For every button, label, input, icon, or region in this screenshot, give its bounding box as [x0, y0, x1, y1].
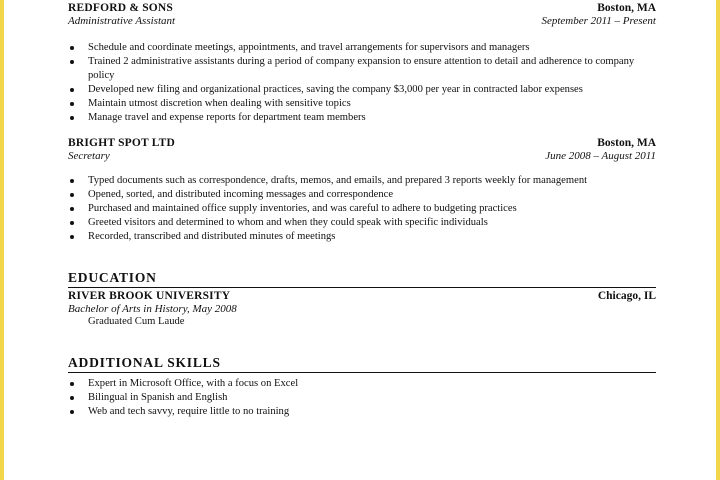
- duty-text: Typed documents such as correspondence, drafts, memos, and emails, and prepared 3 reports weekly for management: [88, 175, 588, 186]
- job-header: [68, 2, 656, 14]
- bullet-icon: [70, 207, 74, 211]
- duty-item: [68, 83, 656, 97]
- duty-item: [68, 202, 656, 216]
- skills-list: [68, 377, 656, 419]
- education-section: [68, 270, 656, 329]
- skill-text: Expert in Microsoft Office, with a focus on Excel: [88, 378, 299, 389]
- duty-text: Trained 2 administrative assistants during a period of company expansion to ensure attention to detail and adherence to company policy: [88, 56, 635, 81]
- job-bright-spot: [68, 137, 656, 244]
- skill-text: Bilingual in Spanish and English: [88, 392, 228, 403]
- bullet-icon: [70, 116, 74, 120]
- duty-text: Maintain utmost discretion when dealing with sensitive topics: [88, 98, 351, 109]
- bullet-icon: [70, 235, 74, 239]
- bullet-icon: [70, 88, 74, 92]
- degree-text: Bachelor of Arts in History, May 2008: [68, 303, 237, 315]
- job-duties-list: [68, 174, 656, 244]
- duty-item: [68, 97, 656, 111]
- job-dates: June 2008 – August 2011: [545, 150, 656, 162]
- resume-page: [4, 0, 716, 480]
- duty-text: Opened, sorted, and distributed incoming messages and correspondence: [88, 189, 394, 200]
- duty-text: Recorded, transcribed and distributed minutes of meetings: [88, 231, 336, 242]
- bullet-icon: [70, 179, 74, 183]
- bullet-icon: [70, 396, 74, 400]
- bullet-icon: [70, 410, 74, 414]
- skill-item: [68, 405, 656, 419]
- section-heading-skills: ADDITIONAL SKILLS: [68, 355, 656, 373]
- duty-text: Developed new filing and organizational practices, saving the company $3,000 per year in contracted labor expenses: [88, 84, 583, 95]
- duty-text: Schedule and coordinate meetings, appointments, and travel arrangements for supervisors and managers: [88, 42, 530, 53]
- job-header: [68, 137, 656, 149]
- duty-item: [68, 41, 656, 55]
- duty-text: Greeted visitors and determined to whom and when they could speak with specific individuals: [88, 217, 488, 228]
- job-subheader: [68, 15, 656, 27]
- bullet-icon: [70, 60, 74, 64]
- bullet-icon: [70, 46, 74, 50]
- duty-item: [68, 111, 656, 125]
- duty-item: [68, 188, 656, 202]
- skills-section: [68, 355, 656, 419]
- bullet-icon: [70, 102, 74, 106]
- duty-text: Purchased and maintained office supply inventories, and was careful to adhere to budgeting practices: [88, 203, 517, 214]
- skill-item: [68, 377, 656, 391]
- school-header: [68, 290, 656, 302]
- skill-text: Web and tech savvy, require little to no training: [88, 406, 290, 417]
- job-subheader: [68, 150, 656, 162]
- duty-text: Manage travel and expense reports for department team members: [88, 112, 366, 123]
- duty-item: [68, 174, 656, 188]
- duty-item: [68, 230, 656, 244]
- resume-content: [68, 2, 656, 419]
- job-duties-list: [68, 41, 656, 125]
- duty-item: [68, 55, 656, 83]
- employer-location: Boston, MA: [597, 2, 656, 14]
- job-dates: September 2011 – Present: [541, 15, 656, 27]
- section-heading-education: EDUCATION: [68, 270, 656, 288]
- bullet-icon: [70, 221, 74, 225]
- job-title: Secretary: [68, 150, 110, 162]
- school-name: RIVER BROOK UNIVERSITY: [68, 290, 231, 302]
- employer-name: REDFORD & SONS: [68, 2, 174, 14]
- employer-name: BRIGHT SPOT LTD: [68, 137, 175, 149]
- job-redford: [68, 2, 656, 125]
- degree-line: [68, 303, 656, 315]
- skill-item: [68, 391, 656, 405]
- bullet-icon: [70, 193, 74, 197]
- school-location: Chicago, IL: [597, 290, 656, 302]
- employer-location: Boston, MA: [597, 137, 656, 149]
- duty-item: [68, 216, 656, 230]
- job-title: Administrative Assistant: [68, 15, 176, 27]
- bullet-icon: [70, 382, 74, 386]
- honor-text: Graduated Cum Laude: [88, 316, 185, 327]
